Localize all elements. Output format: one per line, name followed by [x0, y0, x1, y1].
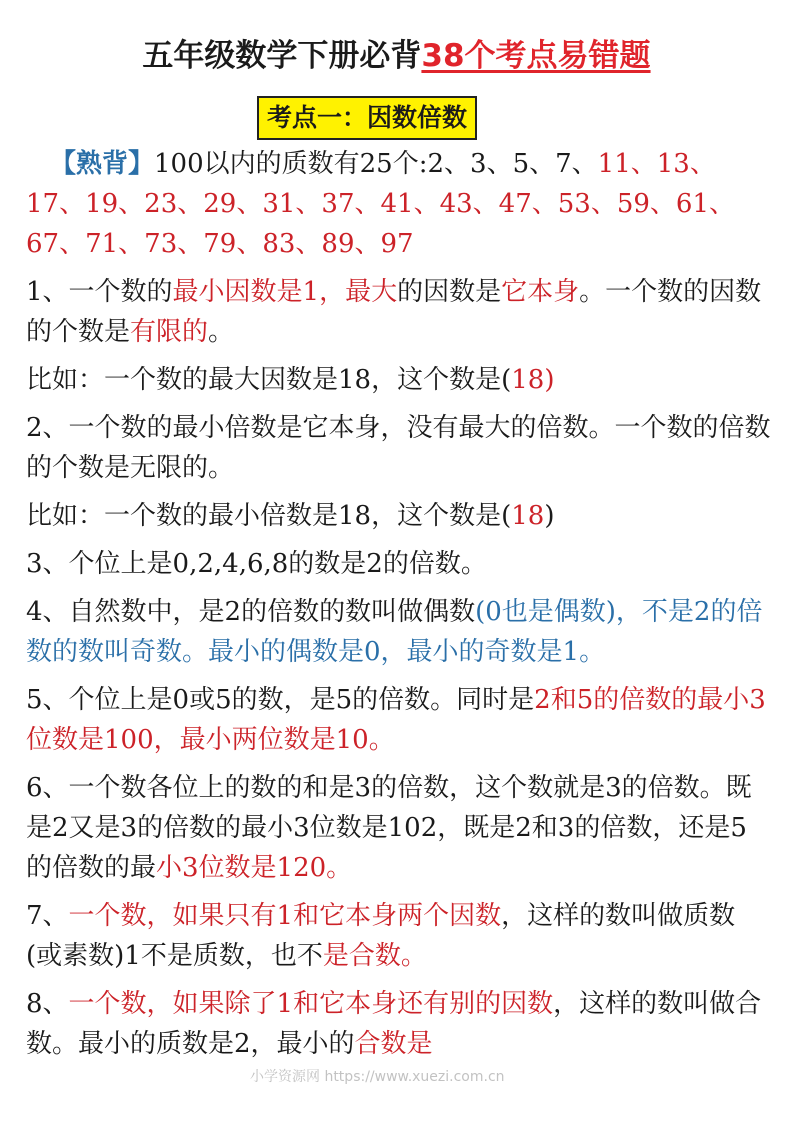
item-4-blue: (0也是偶数)，不是2的倍数的数叫奇数。最小的偶数是0，最小的奇数是1。 — [26, 597, 763, 667]
prime-list: 11、13、17、19、23、29、31、37、41、43、47、53、59、61、67、71、73、79、83、89、97 — [26, 149, 736, 259]
item-5-red: 2和5的倍数的最小3位数是100，最小两位数是10。 — [26, 685, 766, 755]
item-8 — [26, 984, 771, 1064]
example-text: 比如：一个数的最小倍数是18，这个数是( — [26, 501, 512, 531]
item-7-red: 是合数。 — [322, 941, 427, 971]
item-4-text: 4、自然数中，是2的倍数的数叫做偶数 — [26, 597, 476, 627]
example-close: ) — [544, 501, 555, 531]
item-5 — [26, 680, 771, 760]
item-2-example — [26, 496, 771, 536]
page-title — [0, 30, 793, 75]
document-body — [26, 140, 771, 1064]
item-8-red: 合数是 — [354, 1029, 433, 1059]
item-7-text: ，这样的数叫做质数(或素数)1不是质数，也不 — [26, 901, 736, 971]
item-4 — [26, 592, 771, 672]
item-1-red: 它本身 — [501, 277, 580, 307]
item-1-red: 最小因数是1，最大 — [172, 277, 398, 307]
item-6-text: 6、一个数各位上的数的和是3的倍数，这个数就是3的倍数。既是2又是3的倍数的最小3位数是102，既是2和3的倍数，还是5的倍数的最 — [26, 773, 752, 883]
section-heading: 考点一：因数倍数 — [257, 96, 477, 140]
title-main: 五年级数学下册必背 — [142, 38, 422, 74]
recite-label: 【熟背】 — [50, 149, 155, 179]
item-7 — [26, 896, 771, 976]
item-1-text: 1、一个数的 — [26, 277, 173, 307]
item-6-red: 小3位数是120。 — [156, 853, 353, 883]
recite-paragraph — [26, 144, 771, 264]
item-1-text: 。 — [208, 317, 235, 347]
item-2: 2、一个数的最小倍数是它本身，没有最大的倍数。一个数的倍数的个数是无限的。 — [26, 413, 771, 483]
item-7-red: 一个数，如果只有1和它本身两个因数 — [68, 901, 502, 931]
item-7-text: 7、 — [26, 901, 69, 931]
example-answer: 18 — [511, 501, 545, 531]
example-answer: 18 — [511, 365, 545, 395]
item-1-red: 有限的 — [130, 317, 209, 347]
title-highlight: 38个考点易错题 — [421, 38, 651, 74]
item-8-text: 8、 — [26, 989, 69, 1019]
watermark: 小学资源网 https://www.xuezi.com.cn — [250, 1069, 505, 1085]
item-1-example — [26, 360, 771, 400]
example-close: ) — [544, 365, 555, 395]
item-6 — [26, 768, 771, 888]
item-3: 3、个位上是0,2,4,6,8的数是2的倍数。 — [26, 549, 487, 579]
item-1-text: 。一个数的因数的个数是 — [26, 277, 762, 347]
item-8-text: ，这样的数叫做合数。最小的质数是2，最小的 — [26, 989, 762, 1059]
recite-text: 100以内的质数有25个:2、3、5、7、 — [154, 149, 598, 179]
item-8-red: 一个数，如果除了1和它本身还有别的因数 — [68, 989, 554, 1019]
example-text: 比如：一个数的最大因数是18，这个数是( — [26, 365, 512, 395]
item-1 — [26, 272, 771, 352]
item-1-text: 的因数是 — [397, 277, 502, 307]
item-5-text: 5、个位上是0或5的数，是5的倍数。同时是 — [26, 685, 535, 715]
